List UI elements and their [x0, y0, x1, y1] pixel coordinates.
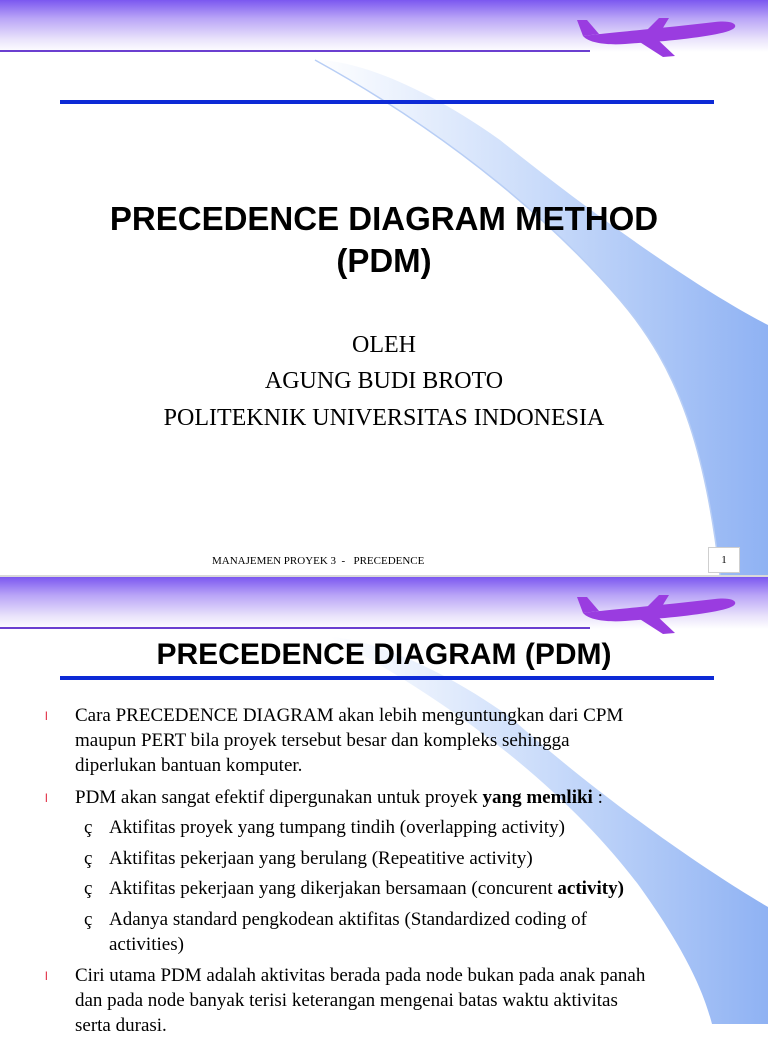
sub-bullet-4-line-1: Adanya standard pengkodean aktifitas (Standardized coding of — [109, 909, 588, 930]
airplane-icon — [575, 14, 740, 58]
header-line — [0, 50, 590, 52]
airplane-icon — [575, 591, 740, 635]
bullet-1-line-2: maupun PERT bila proyek tersebut besar dan kompleks sehingga — [75, 730, 570, 751]
bullet-2-text: PDM akan sangat efektif dipergunakan untuk proyek — [75, 787, 483, 808]
author-label: OLEH — [352, 332, 416, 358]
sub-bullet-4 — [109, 907, 749, 957]
title-line-2: (PDM) — [336, 242, 432, 279]
bullet-3-line-1: Ciri utama PDM adalah aktivitas berada pada node bukan pada anak panah — [75, 965, 646, 986]
bullet-2 — [75, 785, 755, 810]
title-rule — [60, 676, 714, 680]
sub-bullet-1: Aktifitas proyek yang tumpang tindih (overlapping activity) — [109, 817, 565, 838]
bullet-marker: l — [45, 709, 48, 723]
author-name: AGUNG BUDI BROTO — [264, 368, 504, 394]
bullet-marker: l — [45, 791, 48, 805]
institution: POLITEKNIK UNIVERSITAS INDONESIA — [163, 405, 605, 431]
bullet-3 — [75, 963, 765, 1038]
bullet-3-line-2: dan pada node banyak terisi keterangan mengenai batas waktu aktivitas — [75, 990, 618, 1011]
title-rule — [60, 100, 714, 104]
slide-title — [0, 198, 768, 282]
bullet-3-line-3: serta durasi. — [75, 1015, 167, 1036]
sub-bullet-3 — [109, 876, 624, 901]
bullet-1-line-3: diperlukan bantuan komputer. — [75, 755, 303, 776]
sub-bullet-4-line-2: activities) — [109, 934, 184, 955]
bullet-2-suffix: : — [592, 787, 603, 808]
sub-bullet-marker: ç — [84, 817, 93, 838]
bullet-1-line-1: Cara PRECEDENCE DIAGRAM akan lebih menguntungkan dari CPM — [75, 705, 624, 726]
header-line — [0, 627, 590, 629]
sub-bullet-marker: ç — [84, 848, 93, 869]
title-line-1: PRECEDENCE DIAGRAM METHOD — [109, 200, 659, 237]
sub-bullet-marker: ç — [84, 909, 93, 930]
sub-bullet-3-bold: activity) — [557, 878, 624, 899]
bullet-1 — [75, 703, 755, 778]
slide-footer: MANAJEMEN PROYEK 3 - PRECEDENCE — [212, 555, 425, 567]
page-number: 1 — [708, 547, 740, 573]
sub-bullet-2: Aktifitas pekerjaan yang berulang (Repeatitive activity) — [109, 848, 533, 869]
bullet-marker: l — [45, 969, 48, 983]
sub-bullet-3-text: Aktifitas pekerjaan yang dikerjakan bersamaan (concurent — [109, 878, 558, 899]
sub-bullet-marker: ç — [84, 878, 93, 899]
bullet-2-bold: yang memliki — [482, 787, 593, 808]
slide-2 — [0, 577, 768, 1036]
slide-title: PRECEDENCE DIAGRAM (PDM) — [156, 638, 612, 671]
